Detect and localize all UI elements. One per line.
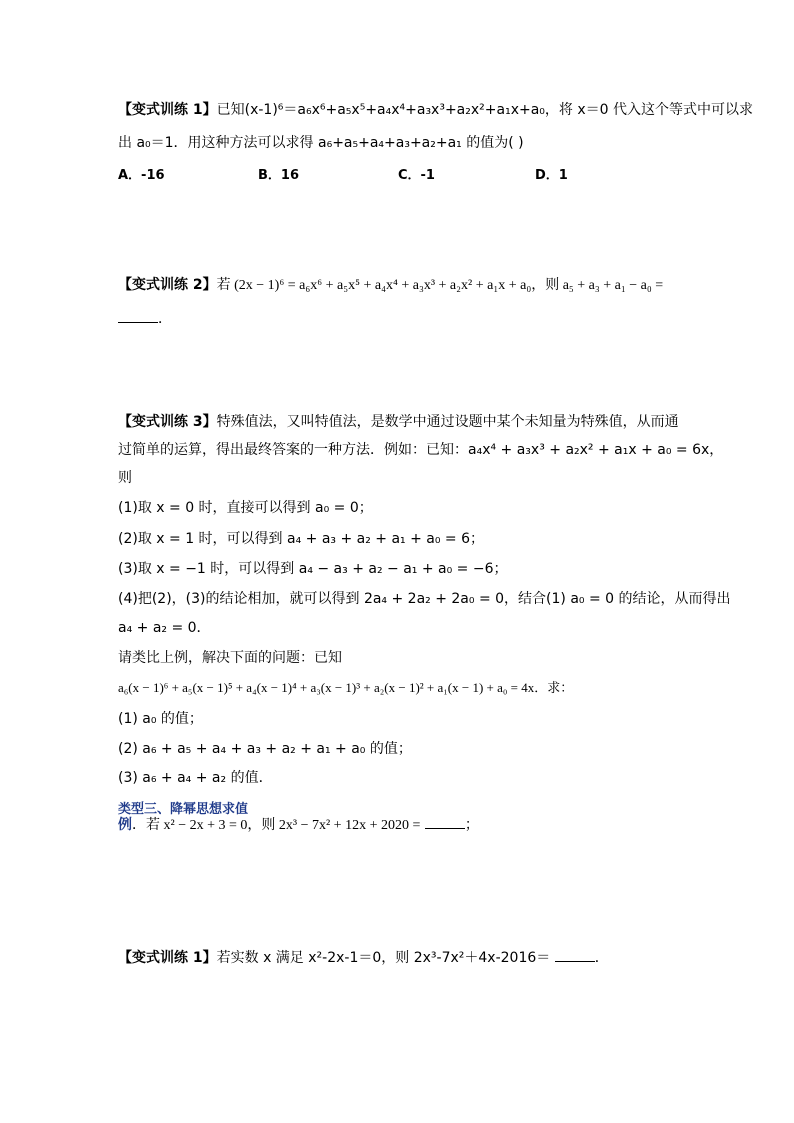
ex1-line2: [118, 133, 524, 153]
ex2-line2: [118, 309, 172, 329]
ex3-step5: a₄ + a₂ = 0．: [118, 620, 211, 636]
ex3-question-2: (2) a₆ + a₅ + a₄ + a₃ + a₂ + a₁ + a₀ 的值；: [118, 741, 412, 757]
ex4-text: 若实数 x 满足 x²-2x-1＝0，则 2x³-7x²＋4x-2016＝: [216, 950, 551, 966]
ex3-question-1: (1) a₀ 的值；: [118, 711, 203, 727]
option-c: C．-1: [398, 168, 435, 183]
ex1-line1: [118, 100, 753, 120]
option-d: D．1: [535, 168, 568, 183]
example-text: ．若 x² − 2x + 3 = 0，则 2x³ − 7x² + 12x + 2020 =: [132, 818, 421, 833]
ex3-line1: [118, 412, 679, 432]
ex4-tag: 【变式训练 1】: [118, 950, 217, 966]
example-tag: 例: [118, 817, 132, 833]
answer-blank: [118, 310, 158, 323]
ex2-tail: ．: [158, 311, 172, 327]
option-a: A．-16: [118, 168, 165, 183]
ex4-blank: [555, 949, 595, 962]
example-blank: [425, 816, 465, 829]
ex1-text-line2: 出 a₀＝1．用这种方法可以求得 a₆+a₅+a₄+a₃+a₂+a₁ 的值为( ): [118, 135, 524, 151]
ex3-intro1: 特殊值法，又叫特值法，是数学中通过设题中某个未知量为特殊值，从而通: [216, 414, 679, 430]
ex3-step1: (1)取 x = 0 时，直接可以得到 a₀ = 0；: [118, 500, 373, 516]
ex3-step4: (4)把(2)，(3)的结论相加，就可以得到 2a₄ + 2a₂ + 2a₀ = 0，结合(1) a₀ = 0 的结论，从而得出: [118, 591, 731, 607]
example-line: [118, 815, 479, 836]
ex3-question-equation: a₆(x − 1)⁶ + a₅(x − 1)⁵ + a₄(x − 1)⁴ + a₃(x − 1)³ + a₂(x − 1)² + a₁(x − 1) + a₀ = 4x．求：: [118, 680, 574, 695]
ex3-intro2: 过简单的运算，得出最终答案的一种方法．例如：已知：a₄x⁴ + a₃x³ + a₂x² + a₁x + a₀ = 6x，: [118, 442, 724, 458]
ex2-line1: [118, 275, 663, 296]
ex3-line3: [118, 468, 132, 488]
ex3-line2: [118, 440, 723, 460]
ex2-tag: 【变式训练 2】: [118, 277, 217, 293]
option-b: B．16: [258, 168, 299, 183]
ex3-step2: (2)取 x = 1 时，可以得到 a₄ + a₃ + a₂ + a₁ + a₀ = 6；: [118, 531, 485, 547]
ex1-text-line1: 已知(x-1)⁶＝a₆x⁶+a₅x⁵+a₄x⁴+a₃x³+a₂x²+a₁x+a₀，将 x＝0 代入这个等式中可以求: [216, 102, 753, 118]
ex3-tag: 【变式训练 3】: [118, 414, 217, 430]
ex2-text: 若 (2x − 1)⁶ = a₆x⁶ + a₅x⁵ + a₄x⁴ + a₃x³ + a₂x² + a₁x + a₀，则 a₅ + a₃ + a₁ − a₀ =: [216, 278, 664, 293]
ex3-question-intro: 请类比上例，解决下面的问题：已知: [118, 650, 342, 666]
ex1-tag: 【变式训练 1】: [118, 102, 217, 118]
ex3-question-3: (3) a₆ + a₄ + a₂ 的值．: [118, 770, 273, 786]
ex4-line: [118, 948, 609, 968]
section-heading: 类型三、降幂思想求值: [118, 802, 249, 817]
ex4-tail: ．: [594, 950, 609, 966]
ex3-intro3: 则: [118, 470, 132, 486]
example-tail: ；: [464, 817, 479, 833]
ex3-step3: (3)取 x = −1 时，可以得到 a₄ − a₃ + a₂ − a₁ + a₀ = −6；: [118, 561, 508, 577]
